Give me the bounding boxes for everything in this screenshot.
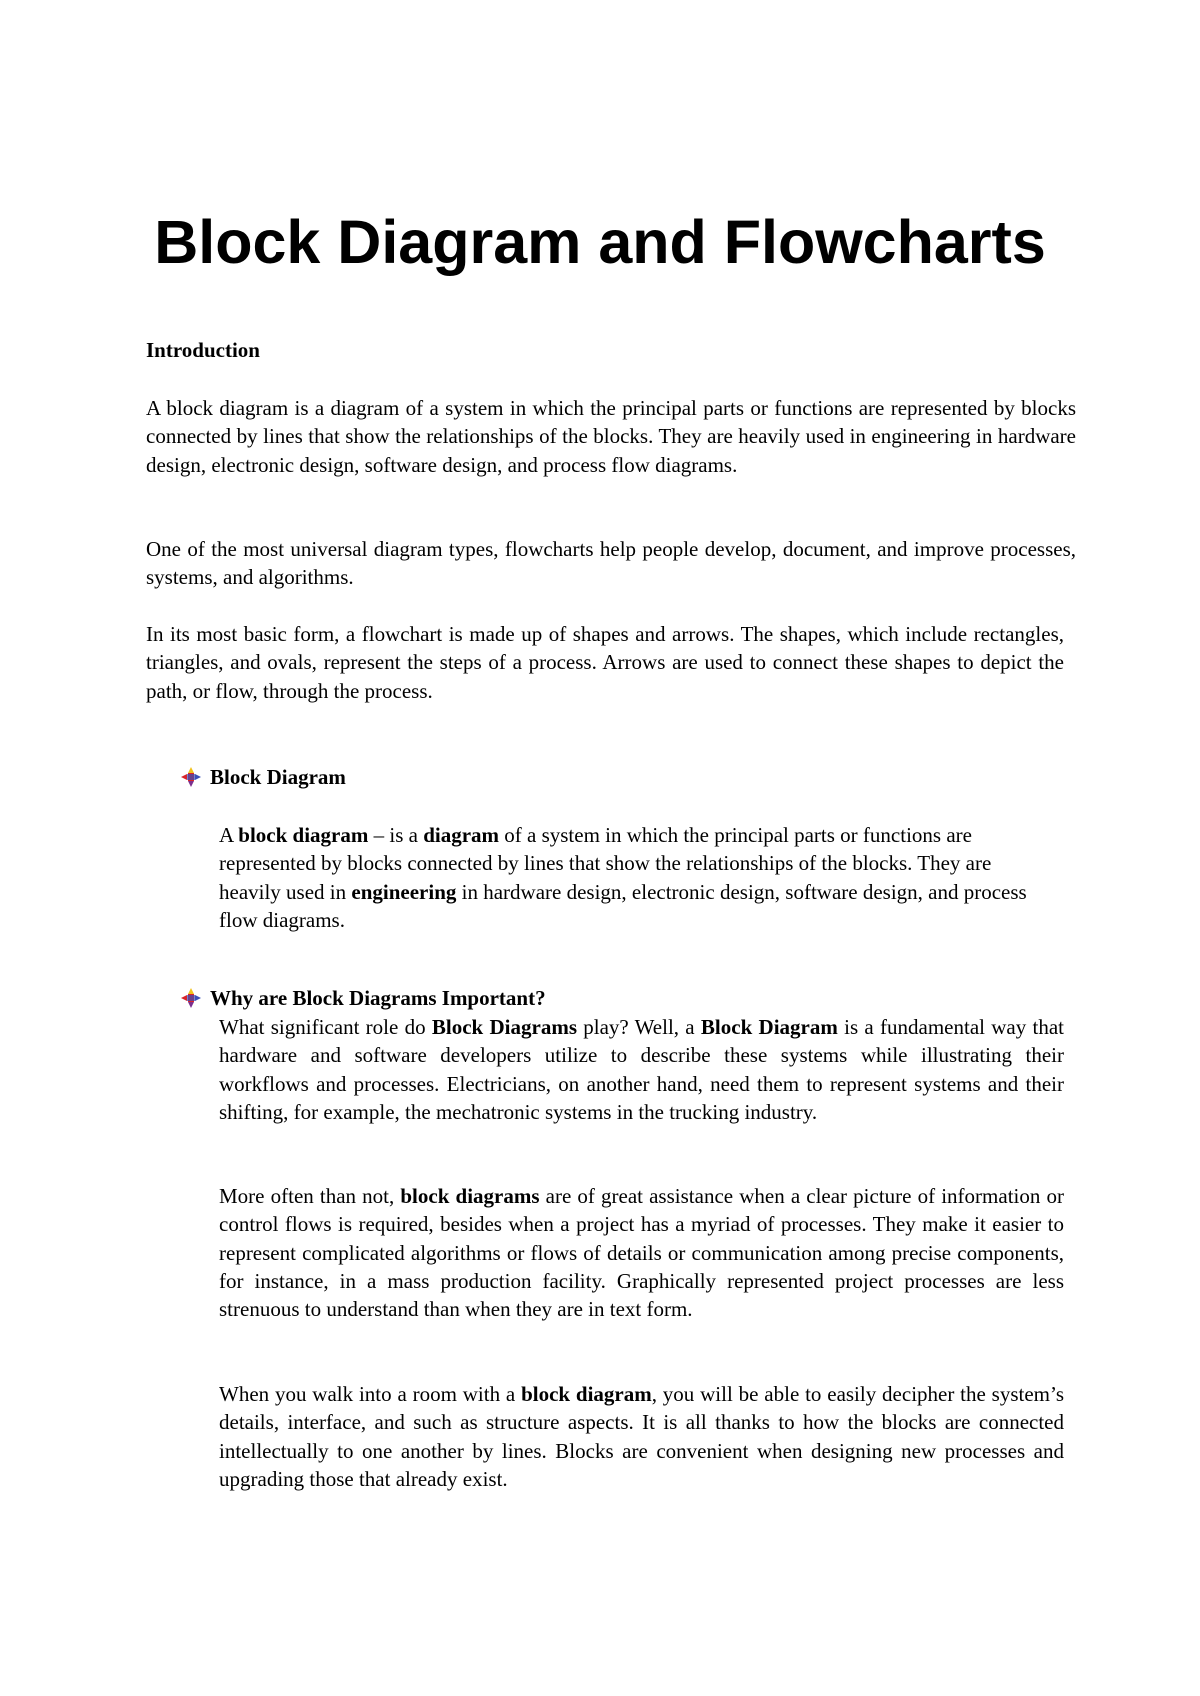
section-importance-heading	[180, 984, 546, 1012]
section-importance-label: Why are Block Diagrams Important?	[210, 986, 546, 1010]
four-arrow-bullet-icon	[180, 766, 202, 788]
intro-paragraph-2: One of the most universal diagram types, flowcharts help people develop, document, and improve processes, systems, and algorithms.	[146, 537, 1076, 590]
intro-heading: Introduction	[146, 338, 260, 362]
intro-paragraph-1: A block diagram is a diagram of a system in which the principal parts or functions are represented by blocks connected by lines that show the relationships of the blocks. They are heavily used in engineering in hardware design, electronic design, software design, and process flow diagrams.	[146, 396, 1076, 477]
section-block-diagram-label: Block Diagram	[210, 765, 346, 789]
intro-paragraph-3: In its most basic form, a flowchart is made up of shapes and arrows. The shapes, which include rectangles, triangles, and ovals, represent the steps of a process. Arrows are used to connect these shapes to depict the path, or flow, through the process.	[146, 622, 1064, 703]
block-diagram-paragraph: A block diagram – is a diagram of a system in which the principal parts or functions are represented by blocks connected by lines that show the relationships of the blocks. They are heavily used in engineering in hardware design, electronic design, software design, and process flow diagrams.	[219, 823, 1027, 932]
four-arrow-bullet-icon	[180, 987, 202, 1009]
section-block-diagram-heading	[180, 763, 346, 791]
importance-paragraph-2: More often than not, block diagrams are of great assistance when a clear picture of information or control flows is required, besides when a project has a myriad of processes. They make it easier to represent complicated algorithms or flows of details or communication among precise components, for instance, in a mass production facility. Graphically represented project processes are less strenuous to understand than when they are in text form.	[219, 1184, 1064, 1322]
importance-paragraph-1: What significant role do Block Diagrams play? Well, a Block Diagram is a fundamental way that hardware and software developers utilize to describe these systems while illustrating their workflows and processes. Electricians, on another hand, need them to represent systems and their shifting, for example, the mechatronic systems in the trucking industry.	[219, 1015, 1065, 1124]
importance-paragraph-3: When you walk into a room with a block diagram, you will be able to easily decipher the system’s details, interface, and such as structure aspects. It is all thanks to how the blocks are connected intellectually to one another by lines. Blocks are convenient when designing new processes and upgrading those that already exist.	[219, 1382, 1064, 1491]
page-title: Block Diagram and Flowcharts	[154, 208, 1046, 276]
